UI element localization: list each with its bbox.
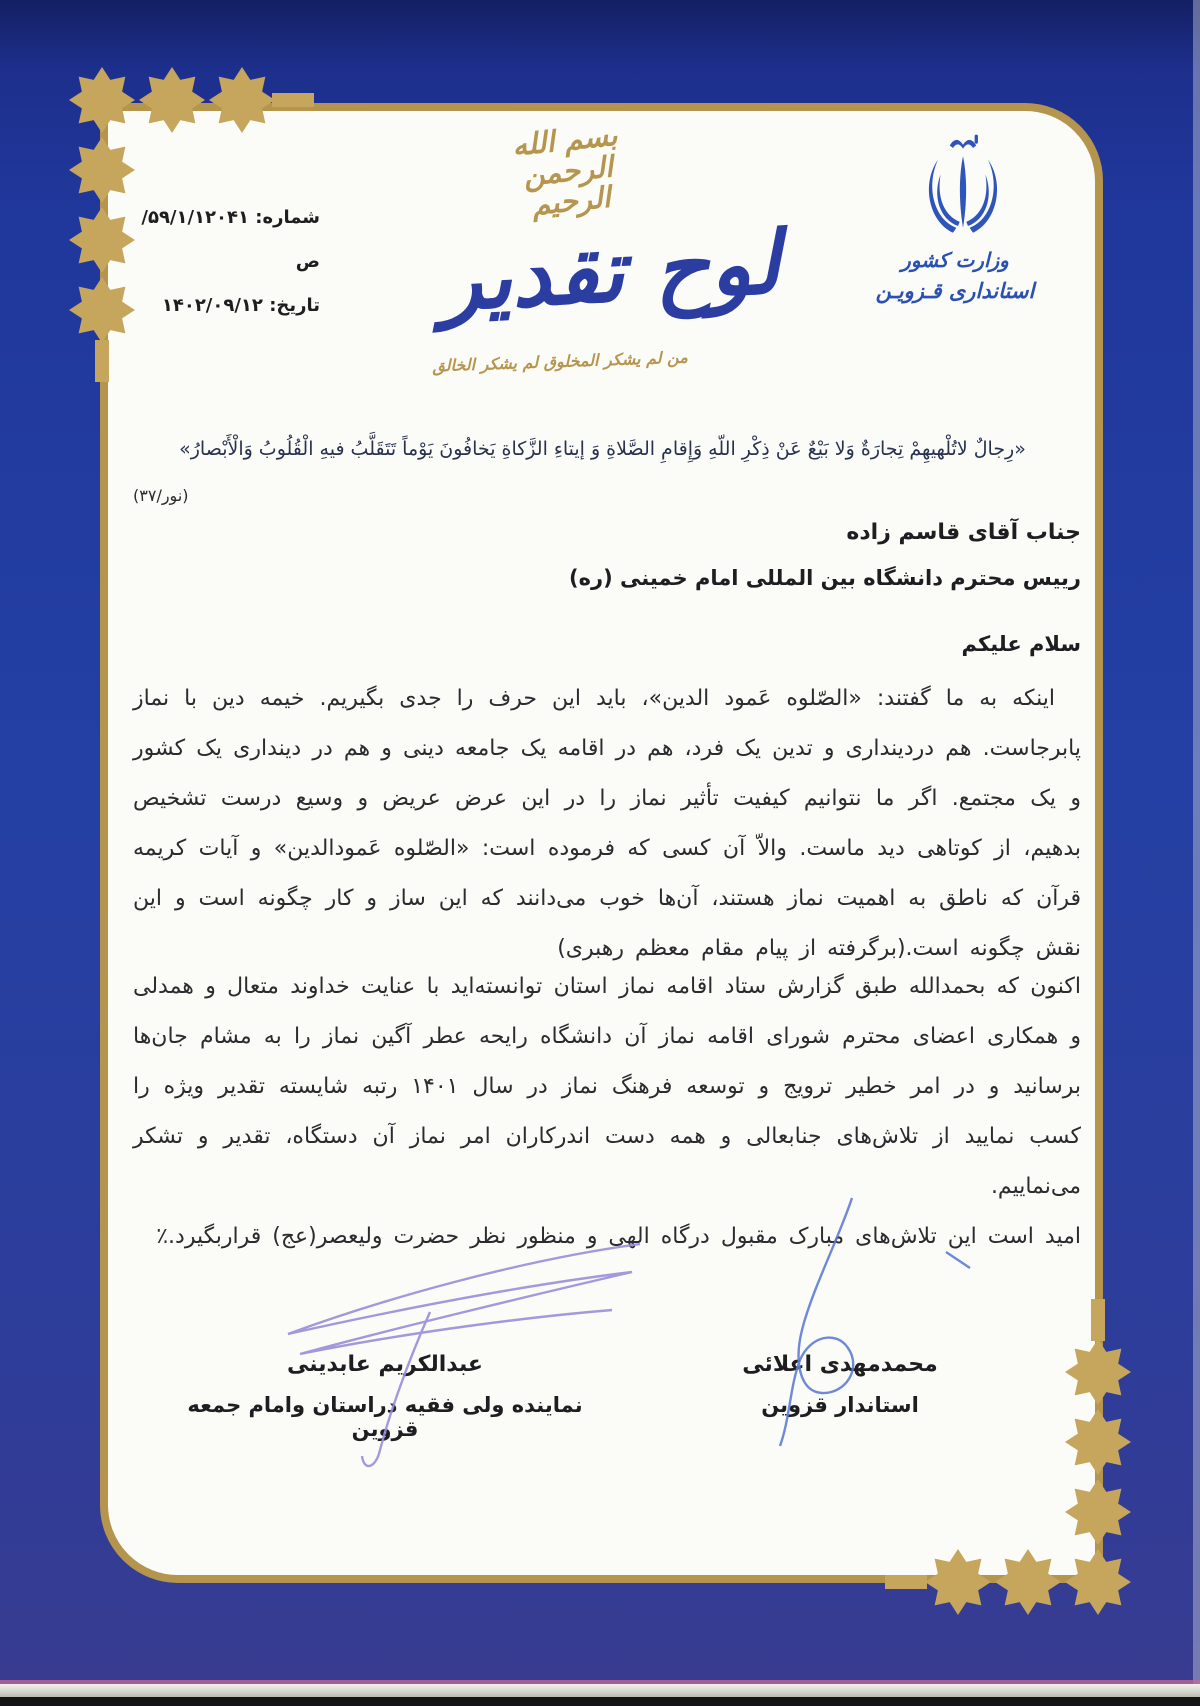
star-icon: [139, 67, 205, 133]
hadith-line: من لم یشکر المخلوق لم یشکر الخالق: [431, 347, 689, 376]
body-paragraph-2: اکنون که بحمدالله طبق گزارش ستاد اقامه نماز استان توانسته‌اید با عنایت خداوند متعال و همدلی و همکاری اعضای محترم شورای اقامه نماز آن دانشگاه رایحه عطر آگین نماز را به مشام جان‌ها برسانید و در امر خطیر ترویج و توسعه فرهنگ نماز در سال ۱۴۰۱ رتبه شایسته تقدیر ویژه را کسب نمایید از تلاش‌های جنابعالی و همه دست اندرکاران امر نماز آن دستگاه، تقدیر و تشکر می‌نماییم.: [133, 974, 1081, 1199]
body-paragraph-3: امید است این تلاش‌های مبارک مقبول درگاه الهی و منظور نظر حضرت ولیعصر(عج) قراربگیرد.٪: [156, 1224, 1081, 1249]
verse-citation: (نور/۳۷): [133, 486, 189, 505]
star-icon: [1065, 1409, 1131, 1475]
star-icon: [69, 137, 135, 203]
star-icon: [1065, 1549, 1131, 1615]
salutation: سلام علیکم: [961, 632, 1081, 656]
star-icon: [995, 1549, 1061, 1615]
letter-number: شماره: ۵۹/۱/۱۲۰۴۱/ص: [141, 207, 320, 272]
signature-block-governor: [690, 1352, 990, 1417]
star-icon: [925, 1549, 991, 1615]
ornament-stem: [885, 1575, 927, 1589]
recipient-name: جناب آقای قاسم زاده: [846, 520, 1081, 545]
signer-name: عبدالکریم عابدینی: [287, 1352, 483, 1377]
ornament-stem: [1091, 1299, 1105, 1341]
signature-block-representative: [170, 1352, 600, 1441]
star-icon: [69, 67, 135, 133]
issuer-block: [840, 248, 1070, 303]
recipient-title: رییس محترم دانشگاه بین المللی امام خمینی (ره): [569, 566, 1081, 590]
signer-title: نماینده ولی فقیه دراستان وامام جمعه قزوین: [187, 1393, 583, 1441]
signer-name: محمدمهدی اعلائی: [742, 1352, 938, 1377]
star-icon: [1065, 1479, 1131, 1545]
iran-emblem-icon: [915, 133, 1011, 241]
ministry-name: وزارت کشور: [901, 248, 1009, 272]
scan-edge-black-strip: [0, 1697, 1200, 1706]
letterhead-number-date: [118, 196, 320, 328]
scan-edge-silver-strip: [0, 1684, 1200, 1697]
certificate-title: لوح تقدیر: [437, 213, 783, 331]
body-paragraph-1: اینکه به ما گفتند: «الصّلوه عَمود الدین»، باید این حرف را جدی بگیریم. خیمه دین با نماز پابرجاست. هم دردینداری و تدین یک فرد، هم در اقامه یک جامعه دینی و هم در دینداری یک کشور و یک مجتمع. اگر ما نتوانیم کیفیت تأثیر نماز را در این عرض عریض و وسیع درست تشخیص بدهیم، از کوتاهی دید ماست. والاّ آن کسی که فرموده است: «الصّلوه عَمودالدین» و آیات کریمه قرآن که ناطق به اهمیت نماز هستند، آن‌ها خوب می‌دانند که این ساز و کار چگونه است و این نقش چگونه است.(برگرفته از پیام مقام معظم رهبری): [133, 686, 1081, 961]
signer-title: استاندار قزوین: [761, 1393, 919, 1417]
letter-date: تاریخ: ۱۴۰۲/۰۹/۱۲: [161, 295, 320, 316]
quran-verse: «رِجالٌ لاتُلْهیهِمْ تِجارَةٌ وَلا بَیْعٌ عَنْ ذِکْرِ اللّهِ وَإِقامِ الصَّلاةِ وَ إیتاءِ الزَّکاةِ یَخافُونَ یَوْماً تَتَقَلَّبُ فیهِ الْقُلُوبُ وَالْأَبْصارُ»: [179, 438, 1026, 460]
star-icon: [1065, 1339, 1131, 1405]
scan-edge-right: [1193, 0, 1200, 1684]
bismillah-medallion: بسم الله الرحمن الرحیم: [510, 118, 619, 223]
ornament-stem: [272, 93, 314, 107]
ornament-stem: [95, 340, 109, 382]
star-icon: [209, 67, 275, 133]
governorate-name: استانداری قـزویـن: [875, 279, 1035, 303]
